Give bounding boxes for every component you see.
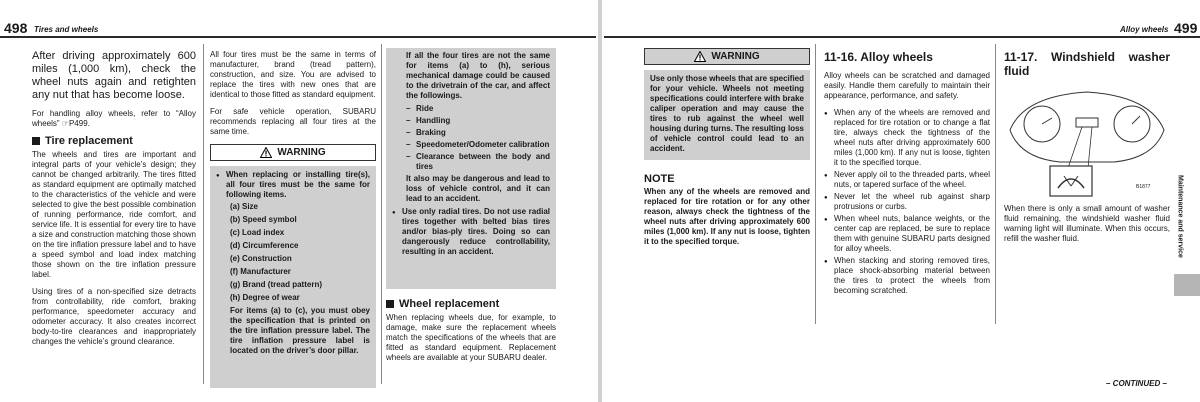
note-heading: NOTE <box>644 173 675 185</box>
left-header-rule <box>0 36 596 38</box>
list-item: ● When any of the wheels are removed and replaced for tire rotation or to change a flat tire, always check the tightness of the wheel nuts after driving approximately 600 miles (1,000 km). If any nut is loose, tighten it to the specified torque. <box>824 108 990 168</box>
warning-label: WARNING <box>277 146 326 158</box>
wheel-replacement-heading-text: Wheel replacement <box>399 298 500 310</box>
mechanical-damage-warning: If all the four tires are not the same for items (a) to (h), serious mechanical damage could be caused to the drivetrain of the car, and affect the followings. <box>406 51 550 100</box>
tire-replacement-heading <box>32 136 196 146</box>
wheel-spec-warning-box <box>644 70 810 160</box>
warning-header <box>644 48 810 65</box>
column-1 <box>32 50 196 354</box>
list-item: ● Never let the wheel rub against sharp protrusions or curbs. <box>824 192 990 212</box>
section-side-tab <box>1174 160 1186 272</box>
left-header-title: Tires and wheels <box>34 25 99 34</box>
list-item: ● When wheel nuts, balance weights, or the center cap are replaced, be sure to replace them with genuine SUBARU parts designed for alloy wheels. <box>824 214 990 254</box>
warning-triangle-icon <box>260 147 272 158</box>
washer-fluid-text: When there is only a small amount of washer fluid remaining, the windshield washer fluid warning light will illuminate. When this occurs, refill the washer fluid. <box>1004 204 1170 243</box>
list-item: (h) Degree of wear <box>230 293 300 302</box>
tire-replacement-paragraph-1: The wheels and tires are important and integral parts of your vehicle’s design; they cannot be changed arbitrarily. The tires fitted as standard equipment are optimally matched to the characteristics of the vehicle and were selected to give the best possible combination of running performance, ride comfort, and service life. It is essential for every tire to have a size and construction matching those shown on the tire inflation pressure label and to have a speed symbol and load index matching those shown on the tire inflation pressure label. <box>32 150 196 279</box>
column-5 <box>824 50 990 298</box>
wheel-spec-warning-text: Use only those wheels that are specified for your vehicle. Wheels not meeting specifications could interfere with brake caliper operation and may cause the tires to rub against the wheel well housing during turns. The resulting loss of vehicle control could lead to an accident. <box>650 74 804 153</box>
column-divider <box>995 44 996 324</box>
right-page-number: 499 <box>1174 20 1198 36</box>
list-item: (a) Size <box>230 202 259 211</box>
right-header-title: Alloy wheels <box>1120 25 1169 34</box>
warning-header <box>210 144 376 161</box>
square-bullet-icon <box>386 300 394 308</box>
affected-items-list <box>392 104 550 172</box>
left-page-number: 498 <box>4 20 28 36</box>
wheel-replacement-heading <box>386 299 556 309</box>
safe-operation-paragraph: For safe vehicle operation, SUBARU recommends replacing all four tires at the same time. <box>210 107 376 136</box>
list-item: (f) Manufacturer <box>230 267 291 276</box>
tire-replacement-paragraph-2: Using tires of a non-specified size detracts from controllability, ride comfort, braking performance, speedometer accuracy and odometer accuracy. It also creates incorrect body-to-tire clearances and inappropriately changes the vehicle’s ground clearance. <box>32 287 196 346</box>
washer-fluid-heading: 11-17. Windshield washer fluid <box>1004 50 1170 78</box>
wheel-nut-intro: After driving approximately 600 miles (1,000 km), check the wheel nuts again and retighten any nut that has become loose. <box>32 50 196 101</box>
warning-label: WARNING <box>711 50 760 62</box>
warning-bullet: ● When replacing or installing tire(s), all four tires must be the same for following items. <box>216 170 370 200</box>
square-bullet-icon <box>32 137 40 145</box>
list-item: ● When stacking and storing removed tires, place shock-absorbing material between the tires to protect the wheels from becoming scratched. <box>824 256 990 296</box>
page-gutter <box>598 0 602 402</box>
note-text: When any of the wheels are removed and replaced for tire rotation or for any other reason, always check the tightness of the wheel nuts after driving approximately 600 miles (1,000 km). If any nut is loose, tighten it to the specified torque. <box>644 187 810 246</box>
instrument-cluster-figure <box>1004 88 1170 200</box>
alloy-wheels-heading: 11-16. Alloy wheels <box>824 50 933 64</box>
warning-box-continued <box>386 48 556 289</box>
tire-matching-paragraph: All four tires must be the same in terms of manufacturer, brand (tread pattern), construction, and size. You are advised to replace the tires with new ones that are identical to those fitted as standard equipment. <box>210 50 376 99</box>
column-2 <box>210 50 376 388</box>
list-item: – Clearance between the body and tires <box>406 152 550 172</box>
figure-code: B1877 <box>1136 184 1151 190</box>
inflation-label-note: For items (a) to (c), you must obey the specification that is printed on the tire inflation pressure label. The tire inflation pressure label is located on the driver’s door pillar. <box>230 306 370 355</box>
list-item: – Handling <box>406 116 550 126</box>
alloy-wheels-intro: Alloy wheels can be scratched and damaged easily. Handle them carefully to maintain their appearance, performance, and safety. <box>824 71 990 100</box>
column-3 <box>386 48 556 370</box>
list-item: (e) Construction <box>230 254 292 263</box>
section-side-tab-label: Maintenance and service <box>1176 174 1184 258</box>
column-divider <box>203 44 204 384</box>
column-divider <box>815 44 816 324</box>
section-tab-marker <box>1174 274 1200 296</box>
warning-triangle-icon <box>694 51 706 62</box>
list-item: – Braking <box>406 128 550 138</box>
alloy-wheels-list <box>824 108 990 296</box>
right-header-rule <box>604 36 1200 38</box>
tire-replacement-heading-text: Tire replacement <box>45 135 133 147</box>
column-divider <box>381 44 382 384</box>
vehicle-control-warning: It also may be dangerous and lead to loss of vehicle control, and it can lead to an accident. <box>406 174 550 203</box>
radial-tires-warning: ● Use only radial tires. Do not use radial tires together with belted bias tires and/or bias-ply tires. Doing so can dangerously reduce controllability, resulting in an accident. <box>392 207 550 257</box>
list-item: (c) Load index <box>230 228 285 237</box>
column-6 <box>1004 50 1170 251</box>
list-item: – Ride <box>406 104 550 114</box>
list-item: (d) Circumference <box>230 241 299 250</box>
list-item: (b) Speed symbol <box>230 215 297 224</box>
wheel-replacement-paragraph: When replacing wheels due, for example, to damage, make sure the replacement wheels match the specifications of the wheels that are fitted as standard equipment. Replacement wheels are available at your SUBARU dealer. <box>386 313 556 362</box>
list-item: – Speedometer/Odometer calibration <box>406 140 550 150</box>
list-item: (g) Brand (tread pattern) <box>230 280 322 289</box>
continued-label: – CONTINUED – <box>1106 379 1167 388</box>
warning-box <box>210 166 376 388</box>
column-4 <box>644 48 810 254</box>
list-item: ● Never apply oil to the threaded parts, wheel nuts, or tapered surface of the wheel. <box>824 170 990 190</box>
tire-spec-list <box>216 202 370 303</box>
alloy-wheel-reference: For handling alloy wheels, refer to “Alloy wheels” ☞P499. <box>32 109 196 128</box>
